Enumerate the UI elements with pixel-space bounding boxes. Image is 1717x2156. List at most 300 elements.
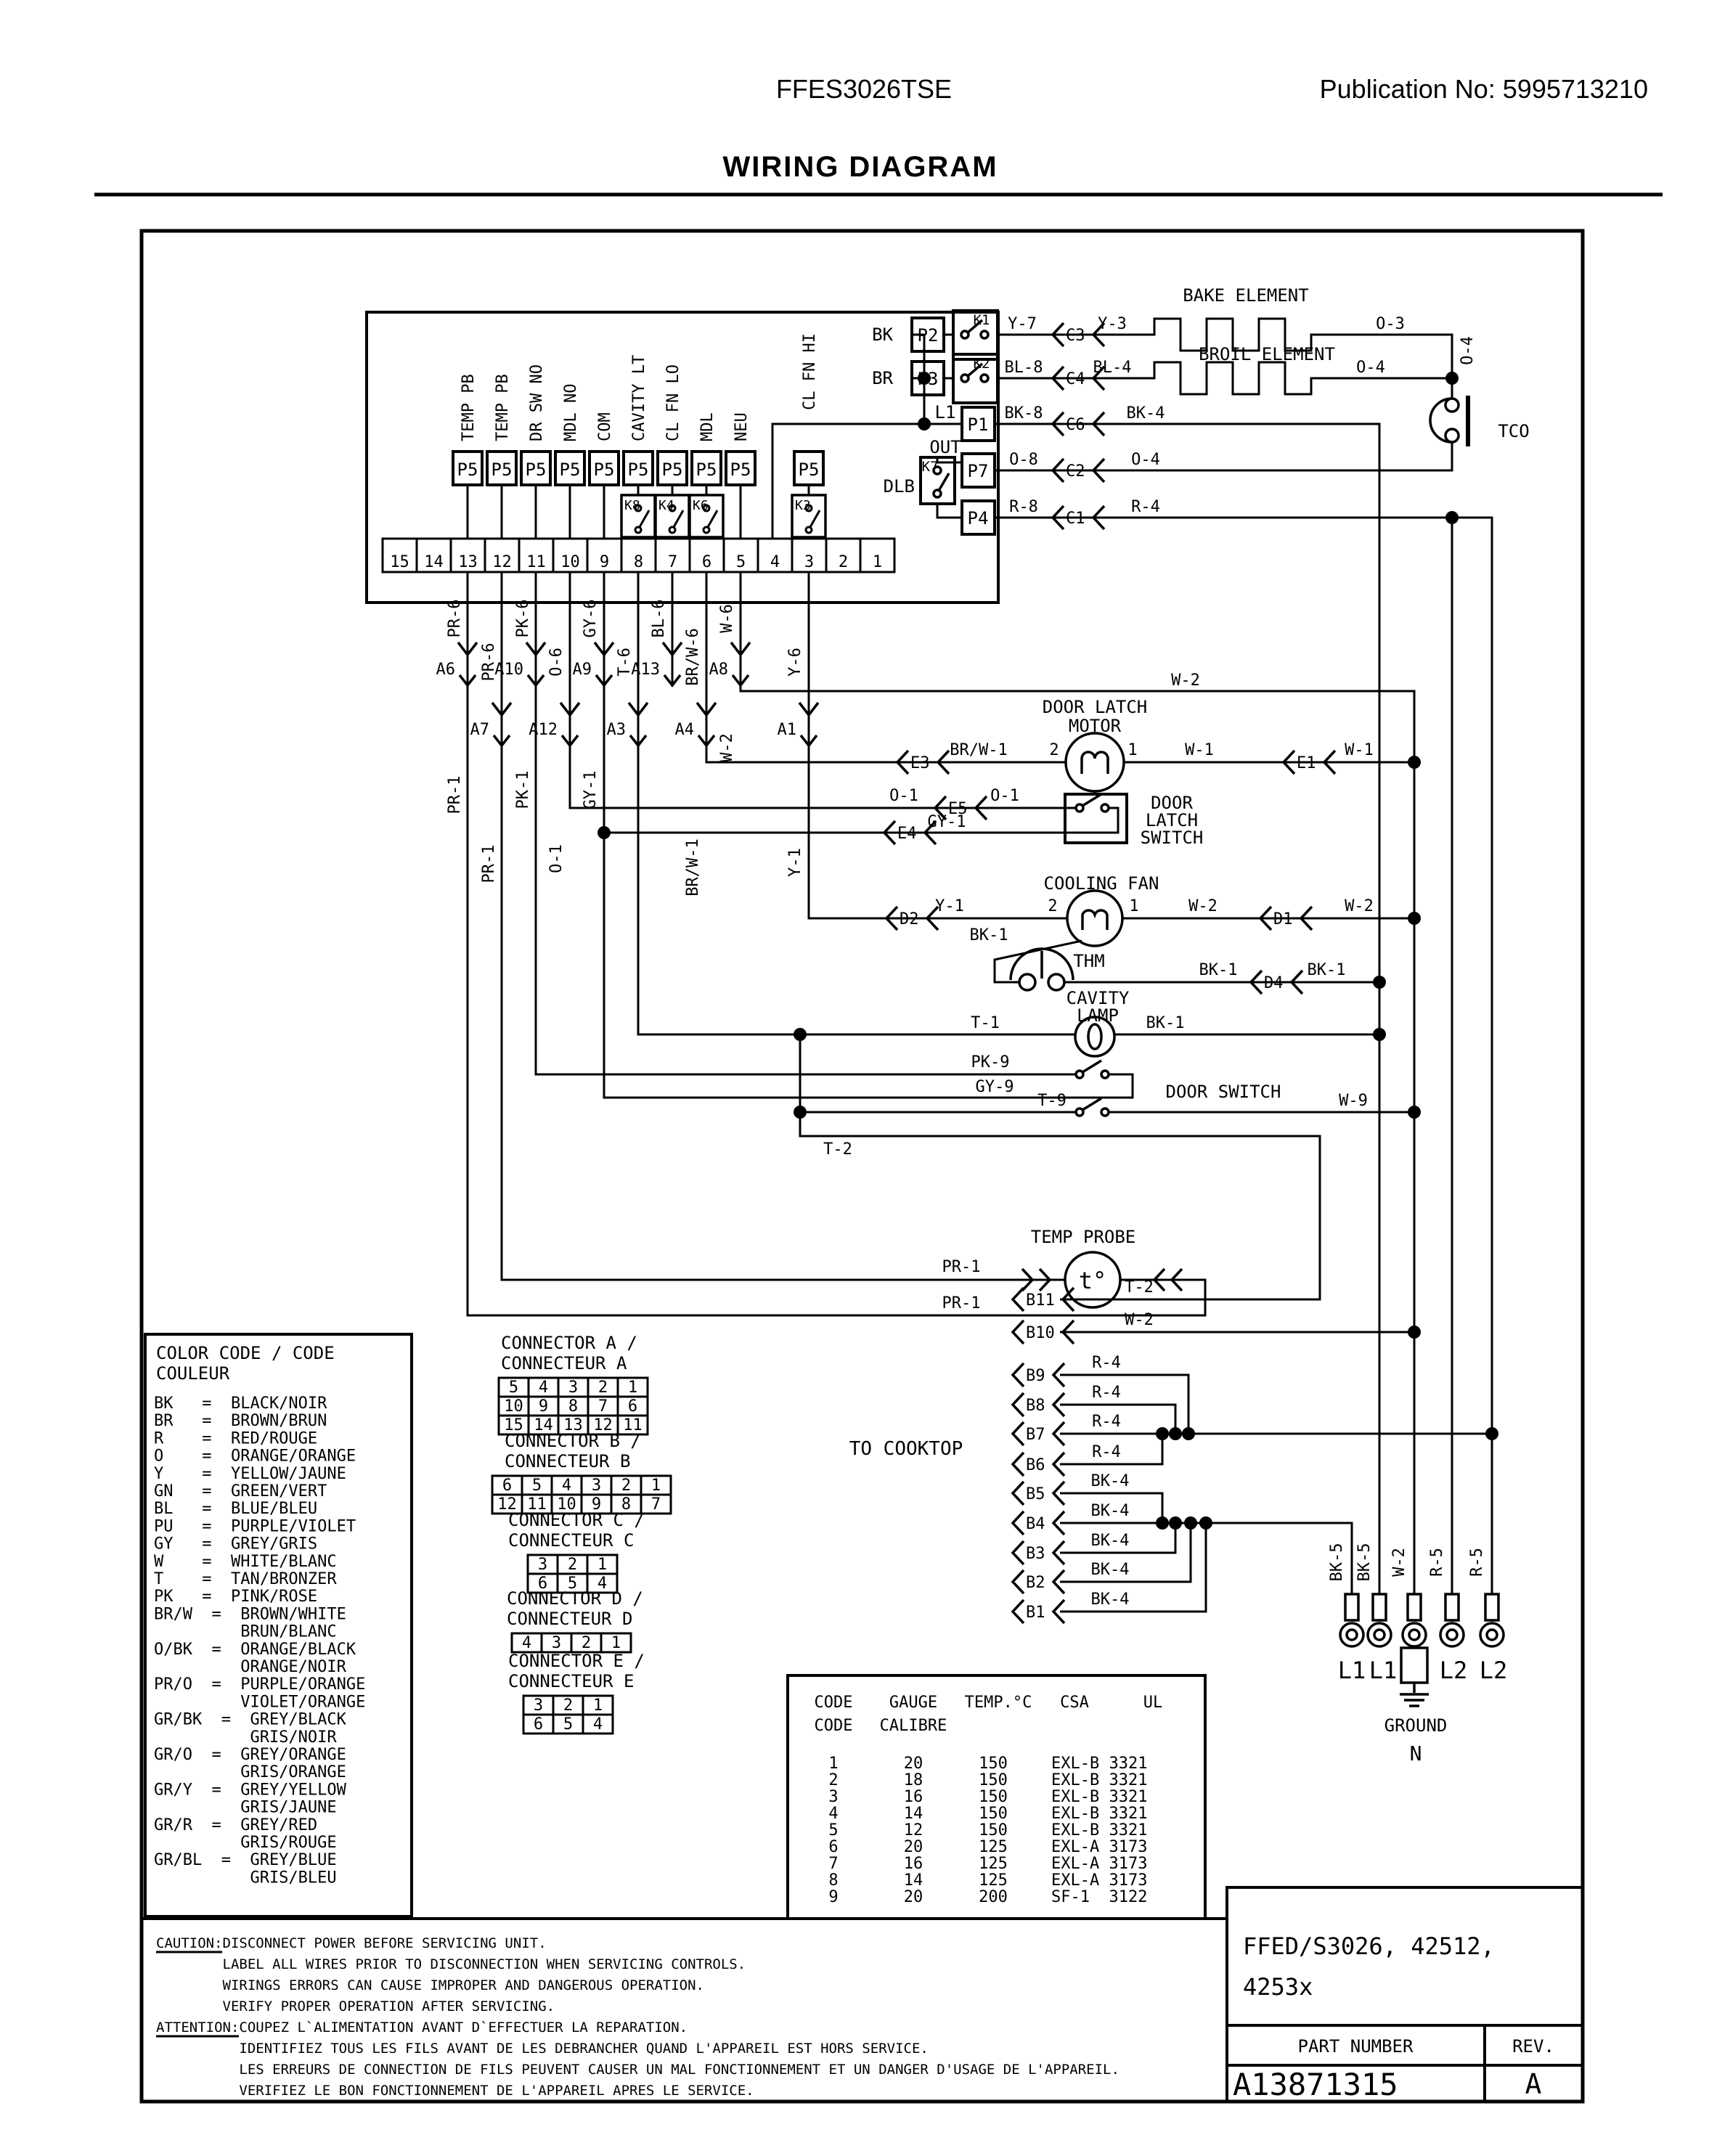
terminal-number: 2 [838, 553, 849, 571]
l2-label-a: L2 [1439, 1657, 1468, 1684]
gauge-temp: 150 [979, 1821, 1008, 1839]
connector-table-title: CONNECTEUR B [505, 1451, 631, 1471]
pinout-number: 6 [537, 1575, 548, 1593]
wire-label: R-4 [1092, 1384, 1121, 1402]
connector-chevron-icon [1013, 1453, 1024, 1476]
color-code-line: PK = PINK/ROSE [154, 1588, 318, 1606]
pinout-number: 3 [533, 1696, 544, 1715]
connector-id: D1 [1273, 910, 1293, 928]
pinout-number: 2 [563, 1696, 574, 1715]
wire-label: R-5 [1428, 1548, 1446, 1577]
wire-label: PR-1 [942, 1258, 981, 1276]
connector-table-title: CONNECTEUR A [501, 1353, 627, 1373]
gauge-code: 6 [828, 1838, 839, 1856]
terminal-number: 5 [735, 553, 746, 571]
pin-name-label: CL FN HI [801, 333, 819, 410]
terminal-number: 15 [390, 553, 409, 571]
l2-label-b: L2 [1479, 1657, 1508, 1684]
pinout-number: 15 [504, 1416, 523, 1434]
p3-label: P3 [917, 369, 939, 389]
relay-label: K4 [658, 498, 674, 513]
color-code-line: GN = GREEN/VERT [154, 1482, 327, 1500]
wire-label: PR-1 [446, 775, 464, 814]
wire-label: BK-4 [1090, 1532, 1130, 1550]
bk-label: BK [872, 324, 893, 345]
k2-label: K2 [973, 356, 990, 372]
terminal-number: 8 [633, 553, 644, 571]
color-code-line: PU = PURPLE/VIOLET [154, 1517, 356, 1536]
gauge-h-gauge-2: CALIBRE [879, 1717, 947, 1735]
wire-label: O-4 [1459, 336, 1477, 365]
terminal-number: 4 [770, 553, 780, 571]
rev-value: A [1525, 2068, 1542, 2100]
wire-label: Y-3 [1098, 315, 1127, 333]
connector-id: A6 [436, 661, 455, 679]
k7-label: K7 [921, 459, 939, 475]
color-code-line: O/BK = ORANGE/BLACK [154, 1640, 356, 1659]
wire-label: 2 [1049, 741, 1059, 759]
pinout-number: 1 [592, 1696, 603, 1715]
caution-line: WIRINGS ERRORS CAN CAUSE IMPROPER AND DANGEROUS OPERATION. [156, 1977, 704, 1993]
gauge-table-rows [828, 1755, 1147, 1906]
connector-table-title: CONNECTOR B / [505, 1431, 641, 1451]
connector-id: C3 [1066, 327, 1085, 345]
gauge-code: 1 [828, 1755, 839, 1773]
pinout-number: 5 [567, 1575, 578, 1593]
wire-label: Y-1 [786, 848, 804, 877]
connector-chevron-icon [1013, 1511, 1024, 1535]
color-code-line: BRUN/BLANC [154, 1622, 337, 1641]
color-code-line: GY = GREY/GRIS [154, 1535, 318, 1553]
pinout-number: 12 [497, 1495, 517, 1514]
p7-label: P7 [967, 461, 989, 481]
wire-label: O-4 [1356, 359, 1385, 377]
color-code-line: GR/R = GREY/RED [154, 1816, 318, 1834]
broil-element-label: BROIL ELEMENT [1199, 344, 1335, 364]
tco-icon [1430, 396, 1468, 446]
temp-probe-label: TEMP PROBE [1030, 1227, 1136, 1247]
wire-label: BR/W-6 [684, 628, 702, 686]
connector-id: B8 [1026, 1397, 1045, 1415]
pin-name-label: TEMP PB [494, 374, 512, 441]
connector-id: B9 [1026, 1367, 1045, 1385]
page-title: WIRING DIAGRAM [722, 151, 998, 183]
relay-arm [674, 510, 683, 527]
wire-label: BL-6 [650, 599, 668, 638]
pinout-number: 5 [508, 1379, 519, 1397]
connector-id: A3 [606, 721, 626, 739]
connector-chevron-icon [1013, 1600, 1024, 1623]
gauge-temp: 150 [979, 1771, 1008, 1789]
color-code-line: BR/W = BROWN/WHITE [154, 1605, 346, 1624]
wire-label: BK-4 [1126, 404, 1165, 422]
wire-label: BK-1 [969, 926, 1008, 944]
rev-label: REV. [1512, 2036, 1554, 2057]
l1-node-label: L1 [934, 402, 956, 422]
terminal-number: 9 [599, 553, 610, 571]
color-code-line: T = TAN/BRONZER [154, 1570, 337, 1588]
p5-label: P5 [696, 460, 717, 480]
part-number-value: A13871315 [1233, 2067, 1398, 2102]
color-code-title-1: COLOR CODE / CODE [156, 1343, 335, 1363]
caution-line: VERIFY PROPER OPERATION AFTER SERVICING. [156, 1998, 555, 2014]
color-code-title-2: COULEUR [156, 1363, 230, 1384]
wire-label: R-4 [1092, 1443, 1121, 1461]
model-line-2: 4253x [1243, 1973, 1313, 2001]
pinout-number: 3 [537, 1556, 548, 1574]
gauge-h-gauge-1: GAUGE [889, 1694, 938, 1712]
wire-label: PR-1 [480, 844, 498, 883]
wire-label: BK-5 [1355, 1543, 1374, 1582]
gauge-awg: 12 [903, 1821, 923, 1839]
wire-label: PK-6 [514, 599, 532, 638]
connector-chevron-icon [1013, 1363, 1024, 1387]
wire-label: 1 [1127, 741, 1138, 759]
cooling-fan-icon [1067, 891, 1122, 946]
connector-table-title: CONNECTOR E / [508, 1651, 645, 1671]
wire-label: BK-4 [1090, 1591, 1130, 1609]
connector-id: D2 [900, 910, 919, 928]
model-line-1: FFED/S3026, 42512, [1243, 1932, 1495, 1960]
color-code-line: BR = BROWN/BRUN [154, 1412, 327, 1431]
gauge-code: 3 [828, 1788, 839, 1806]
l1-label-a: L1 [1337, 1657, 1366, 1684]
gauge-csa-ul: SF-1 3122 [1051, 1888, 1148, 1906]
wire-label: W-9 [1339, 1092, 1368, 1110]
wire-label: BR/W-1 [684, 838, 702, 897]
gauge-code: 4 [828, 1805, 839, 1823]
color-code-line: GR/Y = GREY/YELLOW [154, 1781, 346, 1800]
part-number-label: PART NUMBER [1297, 2036, 1414, 2057]
wire-label: BK-1 [1146, 1014, 1185, 1032]
gauge-h-code-2: CODE [814, 1717, 853, 1735]
door-latch-motor-label-2: MOTOR [1068, 716, 1122, 736]
gauge-temp: 125 [979, 1838, 1008, 1856]
color-code-line: GR/O = GREY/ORANGE [154, 1746, 346, 1764]
gauge-code: 7 [828, 1855, 839, 1873]
pinout-number: 8 [568, 1397, 579, 1416]
caution-line: CAUTION:DISCONNECT POWER BEFORE SERVICING UNIT. [156, 1935, 547, 1951]
wire-label: W-2 [1345, 897, 1374, 915]
wire-label: R-8 [1009, 498, 1038, 516]
pinout-number: 13 [563, 1416, 583, 1434]
pinout-number: 4 [592, 1715, 603, 1734]
gauge-csa-ul: EXL-B 3321 [1051, 1805, 1148, 1823]
connector-id: B3 [1026, 1545, 1045, 1563]
connector-id: B4 [1026, 1515, 1045, 1533]
gauge-temp: 125 [979, 1855, 1008, 1873]
gauge-code: 2 [828, 1771, 839, 1789]
p5-label: P5 [525, 460, 547, 480]
wire-label: W-1 [1345, 741, 1374, 759]
door-switch-label: DOOR SWITCH [1165, 1082, 1281, 1102]
wire-label: BK-8 [1004, 404, 1043, 422]
relay-label: K3 [795, 498, 811, 513]
pinout-number: 2 [567, 1556, 578, 1574]
wire-label: BK-1 [1199, 961, 1238, 979]
color-code-line: BK = BLACK/NOIR [154, 1395, 327, 1413]
terminal-number: 3 [804, 553, 815, 571]
pinout-number: 3 [551, 1634, 562, 1652]
tco-label: TCO [1498, 421, 1530, 441]
wire-label: PR-6 [446, 599, 464, 638]
pinout-number: 10 [504, 1397, 523, 1416]
wire-label: BK-1 [1307, 961, 1346, 979]
wire-label: BK-4 [1090, 1561, 1130, 1579]
terminal-number: 1 [872, 553, 883, 571]
connector-id: A8 [709, 661, 728, 679]
wire-label: GY-6 [582, 599, 600, 638]
pinout-number: 4 [561, 1477, 572, 1495]
wire-label: T-2 [1125, 1278, 1154, 1297]
ground-icon [1400, 1683, 1429, 1706]
gauge-csa-ul: EXL-A 3173 [1051, 1838, 1148, 1856]
connector-table-title: CONNECTEUR C [508, 1530, 635, 1551]
wire-label: W-1 [1185, 741, 1214, 759]
gauge-awg: 20 [903, 1838, 923, 1856]
gauge-csa-ul: EXL-B 3321 [1051, 1821, 1148, 1839]
door-latch-switch-icon [1076, 794, 1109, 812]
wire-label: T-6 [616, 648, 634, 677]
pinout-number: 8 [621, 1495, 632, 1514]
connector-chevron-icon [1013, 1288, 1024, 1311]
relay-contact [806, 527, 812, 533]
wire-label: R-4 [1131, 498, 1160, 516]
wire-label: R-5 [1468, 1548, 1486, 1577]
p5-label: P5 [559, 460, 581, 480]
gauge-csa-ul: EXL-A 3173 [1051, 1871, 1148, 1890]
gauge-awg: 16 [903, 1855, 923, 1873]
wire-label: W-2 [1390, 1548, 1408, 1577]
wire-label: O-1 [889, 787, 918, 805]
connector-id: B10 [1026, 1324, 1055, 1342]
gauge-csa-ul: EXL-A 3173 [1051, 1855, 1148, 1873]
pinout-number: 3 [568, 1379, 579, 1397]
terminal-strip [383, 539, 894, 572]
connector-id: E3 [910, 754, 930, 772]
wire-label: PR-1 [942, 1294, 981, 1312]
wire-label: GY-9 [975, 1078, 1014, 1096]
gauge-code: 5 [828, 1821, 839, 1839]
gauge-temp: 150 [979, 1805, 1008, 1823]
pinout-number: 2 [581, 1634, 592, 1652]
pinout-number: 1 [597, 1556, 608, 1574]
connector-chevron-icon [1013, 1422, 1024, 1445]
terminal-number: 10 [560, 553, 580, 571]
diagram-border [142, 231, 1583, 2102]
gauge-csa-ul: EXL-B 3321 [1051, 1755, 1148, 1773]
color-code-line: VIOLET/ORANGE [154, 1693, 366, 1712]
color-code-line: GRIS/BLEU [154, 1869, 337, 1887]
wire-label: GY-1 [927, 813, 966, 831]
cooling-fan-label: COOLING FAN [1043, 873, 1159, 894]
door-latch-motor-label-1: DOOR LATCH [1042, 697, 1148, 717]
p5-label: P5 [661, 460, 683, 480]
wire-label: 2 [1048, 897, 1058, 915]
wire-label: T-1 [971, 1014, 1000, 1032]
connector-table-title: CONNECTOR C / [508, 1510, 645, 1530]
wire-label: PR-6 [480, 642, 498, 682]
wire-label: BK-5 [1328, 1543, 1346, 1582]
gauge-awg: 16 [903, 1788, 923, 1806]
gauge-temp: 150 [979, 1788, 1008, 1806]
gauge-awg: 14 [903, 1805, 923, 1823]
wire-label: BL-8 [1004, 359, 1043, 377]
door-latch-switch-label-3: SWITCH [1140, 828, 1204, 848]
gauge-code: 9 [828, 1888, 839, 1906]
wire-label: BK-4 [1090, 1502, 1130, 1520]
p2-label: P2 [917, 325, 939, 346]
pin-name-label: COM [596, 412, 614, 441]
connector-chevron-icon [1013, 1482, 1024, 1505]
terminal-number: 12 [492, 553, 512, 571]
thm-label: THM [1073, 951, 1105, 971]
pinout-number: 6 [533, 1715, 544, 1734]
gauge-h-csa: CSA [1060, 1694, 1089, 1712]
p5-label: P5 [593, 460, 615, 480]
wire-label: BL-4 [1093, 359, 1132, 377]
connector-table-title: CONNECTOR D / [507, 1588, 643, 1609]
connector-id: B1 [1026, 1604, 1045, 1622]
color-code-line: R = RED/ROUGE [154, 1429, 318, 1448]
gauge-awg: 18 [903, 1771, 923, 1789]
board-pin-modules [453, 333, 825, 539]
connector-id: A12 [529, 721, 558, 739]
pinout-number: 7 [650, 1495, 661, 1514]
cavity-lamp-label-1: CAVITY [1066, 988, 1130, 1008]
connector-id: B11 [1026, 1291, 1055, 1310]
wire-label: W-2 [1125, 1311, 1154, 1329]
pinout-number: 4 [597, 1575, 608, 1593]
pin-name-label: TEMP PB [460, 374, 478, 441]
pinout-number: 11 [527, 1495, 547, 1514]
door-latch-motor-icon [1066, 733, 1124, 791]
door-latch-switch-label-2: LATCH [1145, 810, 1199, 830]
door-switch-icon [1076, 1061, 1109, 1116]
connector-id: D4 [1264, 974, 1284, 992]
pinout-number: 1 [627, 1379, 638, 1397]
color-code-entries [154, 1395, 365, 1887]
connector-id: A7 [470, 721, 489, 739]
gauge-awg: 14 [903, 1871, 923, 1890]
color-code-line: GRIS/NOIR [154, 1728, 337, 1747]
color-code-line: GR/BK = GREY/BLACK [154, 1710, 346, 1729]
wire-label: R-4 [1092, 1354, 1121, 1372]
gauge-csa-ul: EXL-B 3321 [1051, 1771, 1148, 1789]
wire-label: W-2 [1171, 671, 1200, 690]
pinout-number: 2 [598, 1379, 608, 1397]
gauge-h-code-1: CODE [814, 1694, 853, 1712]
color-code-line: GRIS/JAUNE [154, 1798, 337, 1817]
pinout-number: 1 [650, 1477, 661, 1495]
p1-label: P1 [967, 415, 989, 435]
relay-arm [708, 510, 717, 527]
gauge-awg: 20 [903, 1888, 923, 1906]
k1-label: K1 [973, 312, 990, 328]
wire-label: O-1 [990, 787, 1019, 805]
pinout-number: 9 [538, 1397, 549, 1416]
connector-table-title: CONNECTOR A / [501, 1333, 637, 1353]
caution-line: VERIFIEZ LE BON FONCTIONNEMENT DE L'APPAREIL APRES LE SERVICE. [156, 2083, 754, 2099]
color-code-line: GR/BL = GREY/BLUE [154, 1851, 337, 1870]
pinout-number: 12 [593, 1416, 613, 1434]
terminal-number: 7 [667, 553, 678, 571]
gauge-h-temp: TEMP.°C [964, 1694, 1032, 1712]
color-code-line: ORANGE/NOIR [154, 1658, 346, 1676]
caution-line: LABEL ALL WIRES PRIOR TO DISCONNECTION WHEN SERVICING CONTROLS. [156, 1956, 746, 1972]
gauge-temp: 150 [979, 1755, 1008, 1773]
wire-label: PK-1 [514, 770, 532, 809]
wire-label: W-2 [1188, 897, 1218, 915]
p5-label: P5 [798, 460, 820, 480]
p5-label: P5 [627, 460, 649, 480]
connector-id: A10 [494, 661, 523, 679]
wire-label: W-2 [718, 733, 736, 762]
wire-label: BR/W-1 [950, 741, 1008, 759]
pinout-number: 11 [623, 1416, 643, 1434]
color-code-line: Y = YELLOW/JAUNE [154, 1464, 346, 1483]
relay-contact [669, 527, 675, 533]
out-label: OUT [929, 437, 961, 457]
gauge-h-ul: UL [1143, 1694, 1163, 1712]
wire-label: Y-1 [935, 897, 964, 915]
connector-table-title: CONNECTEUR D [507, 1609, 633, 1629]
relay-arm [640, 510, 649, 527]
neutral-label: N [1409, 1741, 1422, 1765]
wire-label: PK-9 [971, 1053, 1010, 1071]
relay-label: K8 [624, 498, 640, 513]
color-code-line: BL = BLUE/BLEU [154, 1500, 318, 1519]
pin-name-label: CAVITY LT [630, 354, 648, 441]
door-latch-switch-label-1: DOOR [1151, 793, 1193, 813]
wire-label: W-6 [718, 604, 736, 633]
caution-line: ATTENTION:COUPEZ L`ALIMENTATION AVANT D`EFFECTUER LA REPARATION. [156, 2020, 688, 2035]
terminal-number: 6 [701, 553, 712, 571]
connector-id: A9 [572, 661, 592, 679]
pin-name-label: MDL NO [562, 383, 580, 441]
cavity-lamp-label-2: LAMP [1077, 1005, 1119, 1026]
wire-label: O-4 [1131, 451, 1160, 469]
gauge-csa-ul: EXL-B 3321 [1051, 1788, 1148, 1806]
l1-label-b: L1 [1369, 1657, 1398, 1684]
pinout-number: 10 [557, 1495, 576, 1514]
p4-label: P4 [967, 508, 989, 528]
connector-id: C2 [1066, 462, 1085, 481]
connector-id: B7 [1026, 1426, 1045, 1444]
pin-name-label: DR SW NO [528, 364, 546, 441]
wire-label: GY-1 [582, 770, 600, 809]
wire-label: O-6 [547, 648, 566, 677]
probe-symbol: t° [1078, 1267, 1107, 1294]
terminal-number: 11 [526, 553, 546, 571]
pinout-number: 4 [538, 1379, 549, 1397]
connector-id: E4 [897, 825, 917, 843]
pin-name-label: MDL [698, 412, 717, 441]
relay-arm [810, 510, 820, 527]
pinout-number: 9 [591, 1495, 602, 1514]
gauge-temp: 200 [979, 1888, 1008, 1906]
color-code-line: W = WHITE/BLANC [154, 1552, 337, 1571]
color-code-line: PR/O = PURPLE/ORANGE [154, 1675, 366, 1694]
pinout-number: 3 [591, 1477, 602, 1495]
connector-table-title: CONNECTEUR E [508, 1671, 635, 1691]
pinout-number: 1 [611, 1634, 621, 1652]
color-code-line: GRIS/ORANGE [154, 1763, 346, 1782]
p5-label: P5 [730, 460, 751, 480]
wire-label: BK-4 [1090, 1472, 1130, 1490]
pinout-number: 14 [534, 1416, 553, 1434]
connector-id: A1 [777, 721, 796, 739]
